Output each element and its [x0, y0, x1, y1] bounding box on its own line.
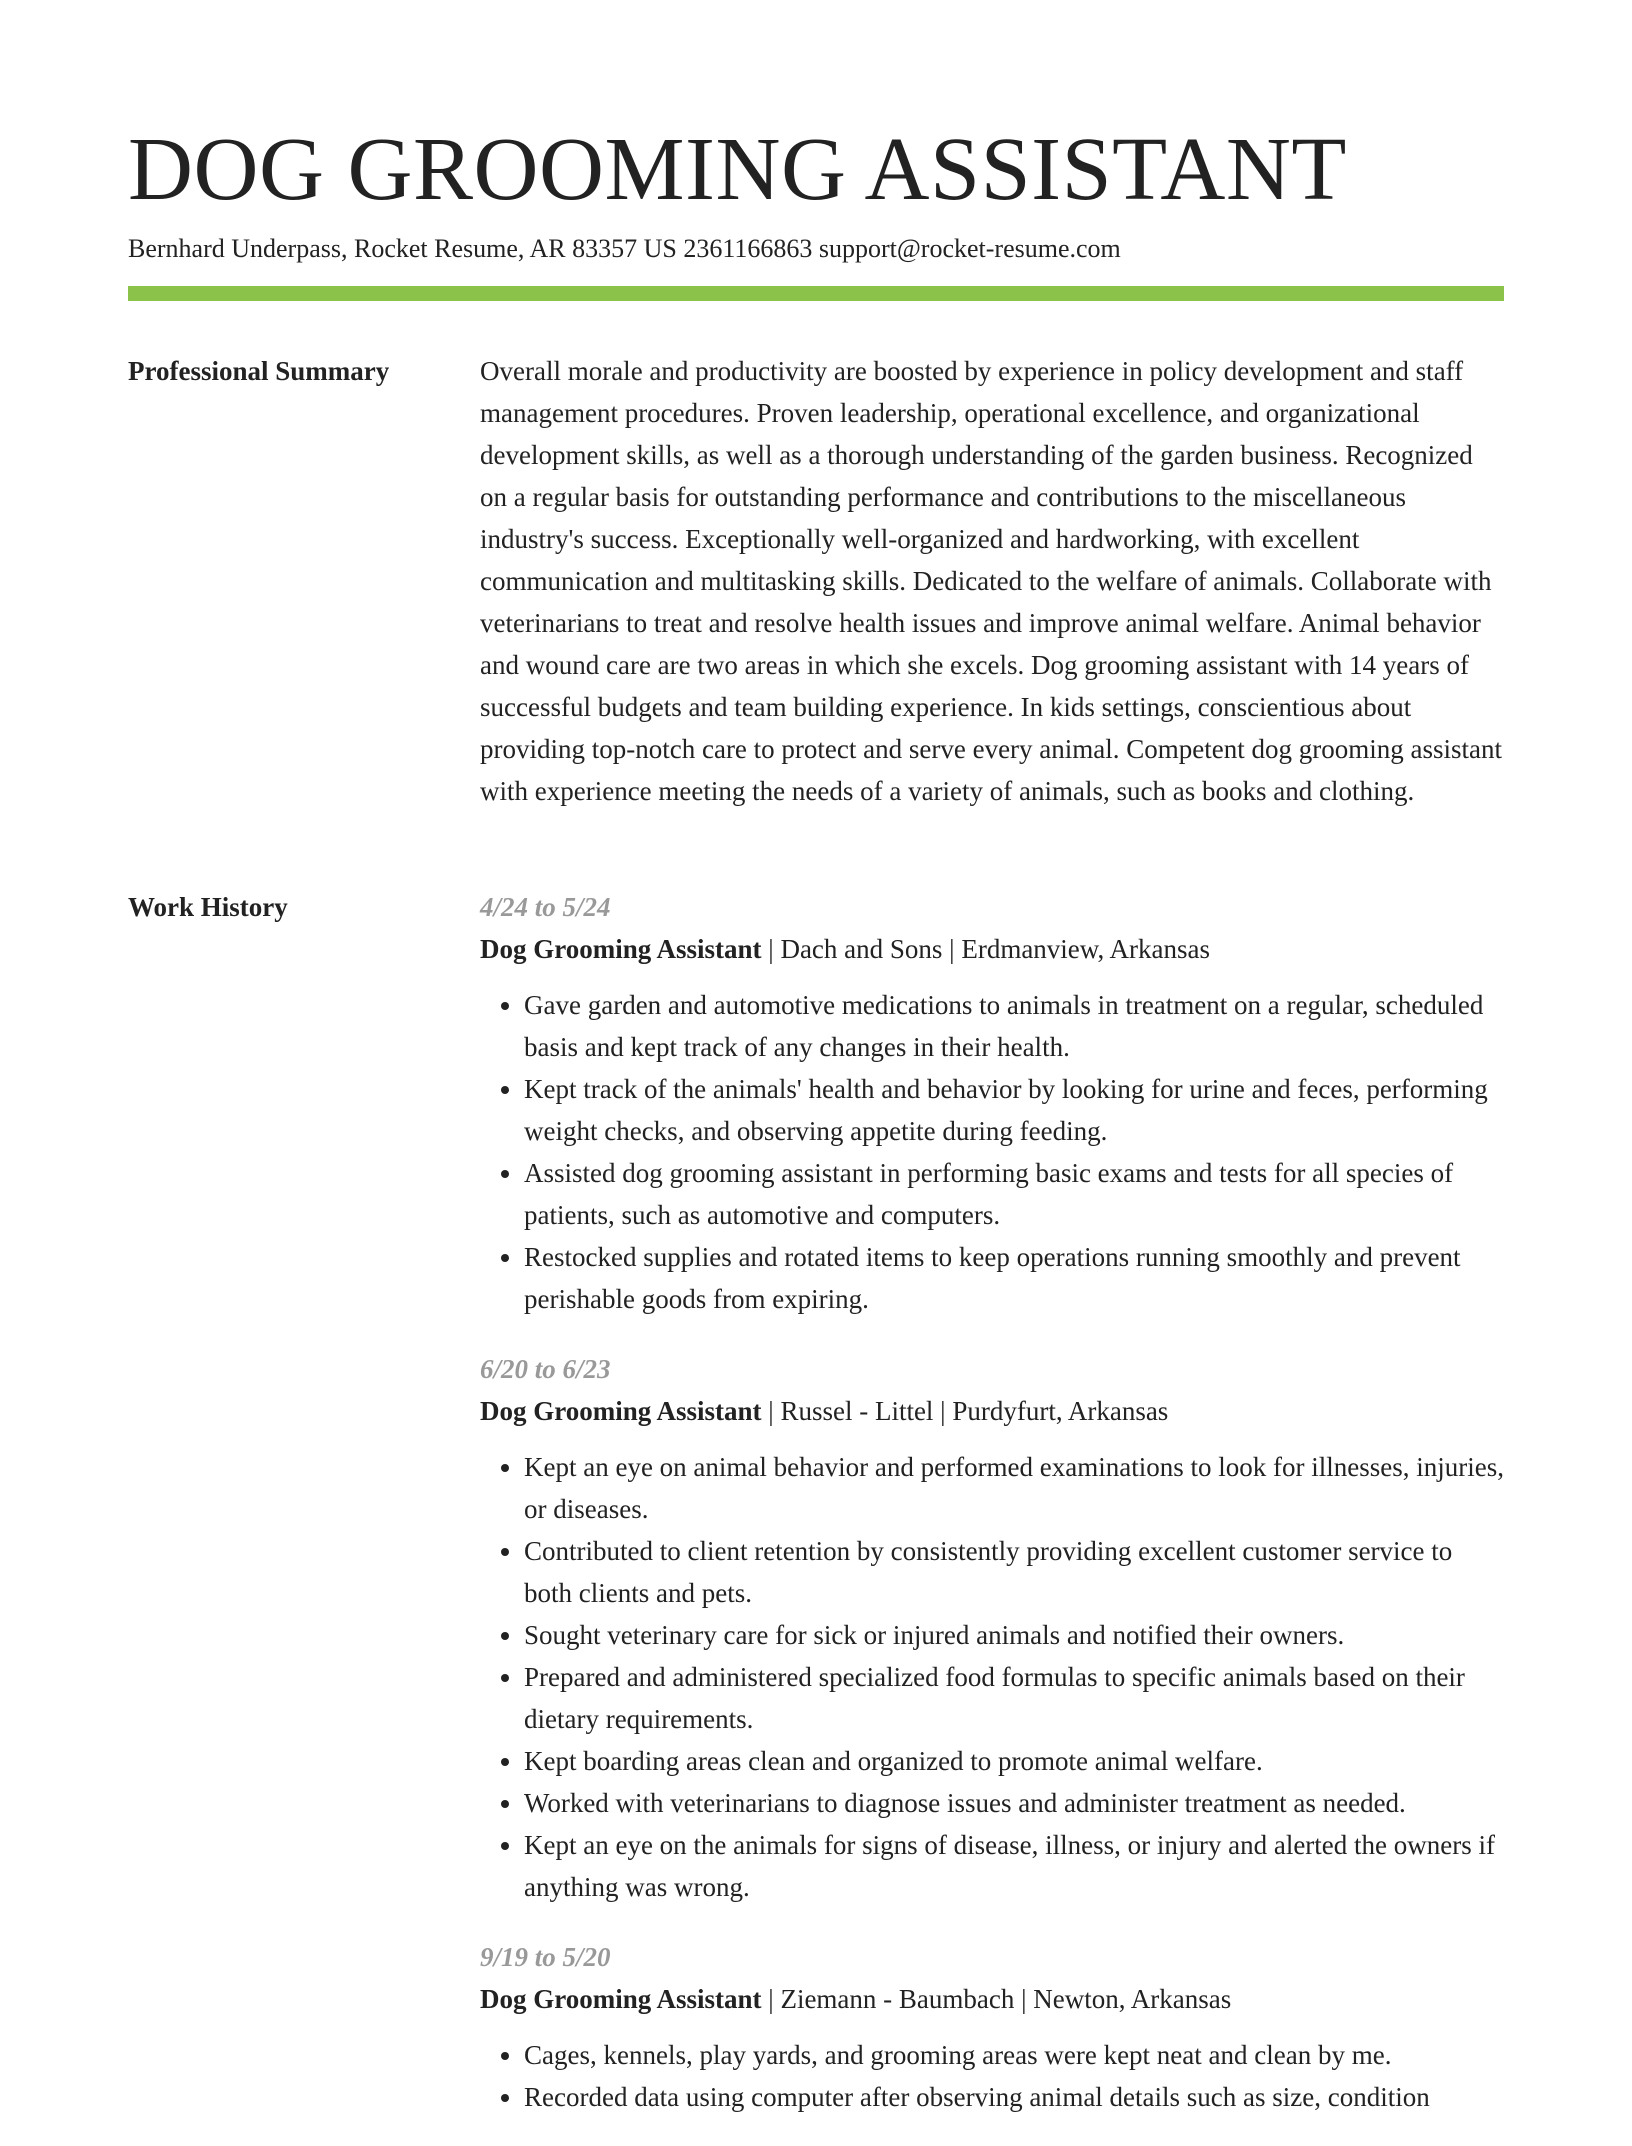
job-title: Dog Grooming Assistant: [480, 934, 762, 964]
job-details: | Ziemann - Baumbach | Newton, Arkansas: [761, 1984, 1232, 2014]
list-item: • Worked with veterinarians to diagnose issues and administer treatment as needed.: [524, 1782, 1504, 1824]
job-header: [480, 1978, 1504, 2020]
list-item: • Kept an eye on animal behavior and performed examinations to look for illnesses, injuries, or diseases.: [524, 1446, 1504, 1530]
job-details: | Russel - Littel | Purdyfurt, Arkansas: [761, 1396, 1169, 1426]
list-item: • Cages, kennels, play yards, and grooming areas were kept neat and clean by me.: [524, 2034, 1504, 2076]
list-item: • Contributed to client retention by consistently providing excellent customer service to both clients and pets.: [524, 1530, 1504, 1614]
summary-body: [480, 350, 1504, 812]
list-item: • Kept track of the animals' health and behavior by looking for urine and feces, performing weight checks, and observing appetite during feeding.: [524, 1068, 1504, 1152]
job-dates: 6/20 to 6/23: [480, 1354, 611, 1384]
list-item: • Prepared and administered specialized food formulas to specific animals based on their dietary requirements.: [524, 1656, 1504, 1740]
summary-heading: Professional Summary: [128, 356, 390, 386]
job-dates: 4/24 to 5/24: [480, 892, 611, 922]
list-item: • Sought veterinary care for sick or injured animals and notified their owners.: [524, 1614, 1504, 1656]
job-title: Dog Grooming Assistant: [480, 1396, 762, 1426]
job-header: [480, 928, 1504, 970]
job-title: Dog Grooming Assistant: [480, 1984, 762, 2014]
job-dates: 9/19 to 5/20: [480, 1942, 611, 1972]
work-history-heading: Work History: [128, 892, 288, 922]
list-item: • Restocked supplies and rotated items to keep operations running smoothly and prevent perishable goods from expiring.: [524, 1236, 1504, 1320]
header-divider: [128, 286, 1504, 301]
list-item: • Recorded data using computer after observing animal details such as size, condition: [524, 2076, 1504, 2118]
list-item: • Kept an eye on the animals for signs of disease, illness, or injury and alerted the owners if anything was wrong.: [524, 1824, 1504, 1908]
list-item: • Kept boarding areas clean and organized to promote animal welfare.: [524, 1740, 1504, 1782]
job-entry: [480, 1936, 1504, 2118]
summary-text: Overall morale and productivity are boosted by experience in policy development and staff management procedures. Proven leadership, operational excellence, and organizational development skills, as well as a thorough understanding of the garden business. Recognized on a regular basis for outstanding performance and contributions to the miscellaneous industry's success. Exceptionally well-organized and hardworking, with excellent communication and multitasking skills. Dedicated to the welfare of animals. Collaborate with veterinarians to treat and resolve health issues and improve animal welfare. Animal behavior and wound care are two areas in which she excels. Dog grooming assistant with 14 years of successful budgets and team building experience. In kids settings, conscientious about providing top-notch care to protect and serve every animal. Competent dog grooming assistant with experience meeting the needs of a variety of animals, such as books and clothing.: [480, 356, 1502, 806]
job-details: | Dach and Sons | Erdmanview, Arkansas: [761, 934, 1211, 964]
contact-line: Bernhard Underpass, Rocket Resume, AR 83357 US 2361166863 support@rocket-resume.com: [128, 234, 1121, 263]
job-bullets: [480, 1446, 1504, 1908]
job-bullets: [480, 984, 1504, 1320]
job-header: [480, 1390, 1504, 1432]
job-bullets: [480, 2034, 1504, 2118]
job-entry: [480, 886, 1504, 1320]
work-history-body: [480, 886, 1504, 2146]
list-item: • Assisted dog grooming assistant in performing basic exams and tests for all species of patients, such as automotive and computers.: [524, 1152, 1504, 1236]
list-item: • Gave garden and automotive medications to animals in treatment on a regular, scheduled basis and kept track of any changes in their health.: [524, 984, 1504, 1068]
page-title: DOG GROOMING ASSISTANT: [128, 120, 1347, 219]
job-entry: [480, 1348, 1504, 1908]
